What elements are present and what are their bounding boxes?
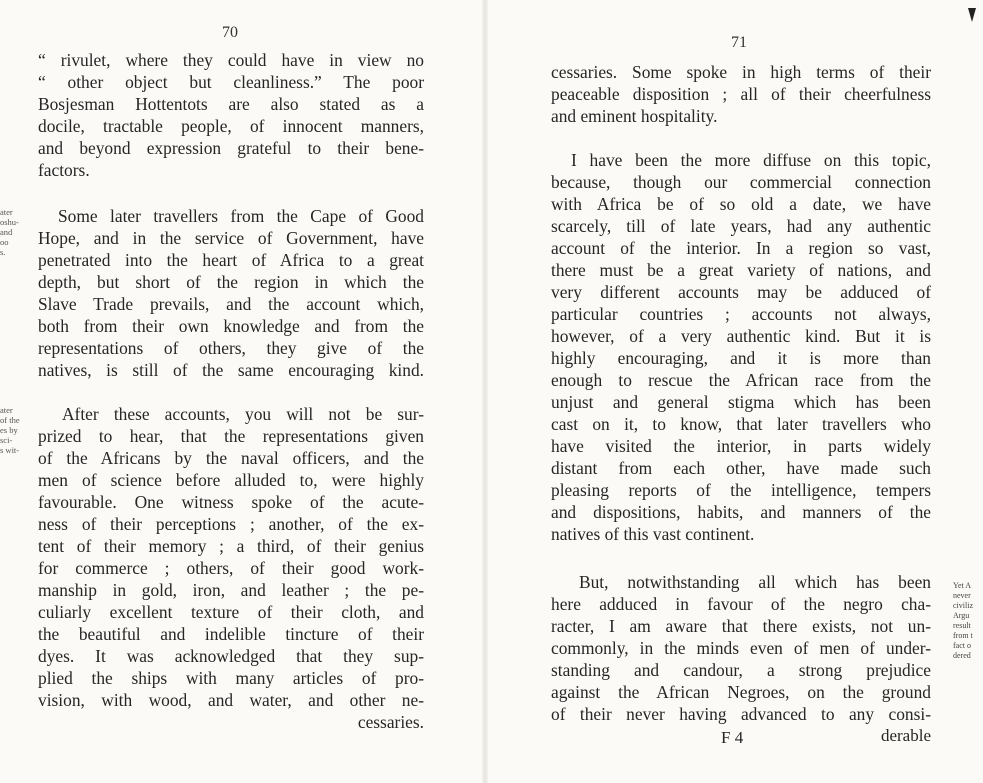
text-line: Slave Trade prevails, and the account which,	[38, 294, 424, 314]
text-line: with Africa be of so old a date, we have	[551, 194, 931, 214]
text-line: account of the interior. In a region so vast,	[551, 238, 931, 258]
text-line: racter, I am aware that there exists, not un-	[551, 616, 931, 636]
text-line: natives, is still of the same encouraging kind.	[38, 360, 424, 380]
margin-note-fragment: es by	[0, 425, 18, 435]
text-line: pleasing reports of the intelligence, tempers	[551, 480, 931, 500]
signature-mark: F 4	[721, 728, 744, 747]
text-line: have visited the interior, in parts widely	[551, 436, 931, 456]
text-line: scarcely, till of late years, had any authentic	[551, 216, 931, 236]
text-line: the beautiful and indelible tincture of their	[38, 624, 424, 644]
text-line: unjust and general stigma which has been	[551, 392, 931, 412]
text-line: there must be a great variety of nations, and	[551, 260, 931, 280]
margin-note-fragment: oo	[0, 237, 9, 247]
text-line: highly encouraging, and it is more than	[551, 348, 931, 368]
text-line: both from their own knowledge and from the	[38, 316, 424, 336]
text-line: particular countries ; accounts not always,	[551, 304, 931, 324]
text-line: peaceable disposition ; all of their cheerfulness	[551, 84, 931, 104]
text-line: cessaries.	[357, 712, 424, 732]
text-line: for commerce ; others, of their good work-	[38, 558, 424, 578]
text-line: however, of a very authentic kind. But it is	[551, 326, 931, 346]
margin-note-fragment: civiliz	[953, 601, 973, 610]
margin-note-fragment: fact o	[953, 641, 971, 650]
text-line: cessaries. Some spoke in high terms of their	[551, 62, 931, 82]
text-line: depth, but short of the region in which the	[38, 272, 424, 292]
text-line: distant from each other, have made such	[551, 458, 931, 478]
margin-note-fragment: oshu-	[0, 217, 19, 227]
text-line: of their never having advanced to any consi-	[551, 704, 931, 724]
corner-mark-icon	[968, 8, 976, 22]
text-line: “ other object but cleanliness.” The poor	[38, 72, 424, 92]
text-line: cast on it, to know, that later travellers who	[551, 414, 931, 434]
text-line: But, notwithstanding all which has been	[579, 572, 931, 592]
margin-note-fragment: ater	[0, 207, 13, 217]
text-line: here adduced in favour of the negro cha-	[551, 594, 931, 614]
margin-note-fragment: of the	[0, 415, 20, 425]
margin-note-fragment: result	[953, 621, 971, 630]
text-line: tent of their memory ; a third, of their genius	[38, 536, 424, 556]
text-line: because, though our commercial connection	[551, 172, 931, 192]
text-line: prized to hear, that the representations given	[38, 426, 424, 446]
text-line: manship in gold, iron, and leather ; the pe-	[38, 580, 424, 600]
margin-note-fragment: never	[953, 591, 971, 600]
margin-note-fragment: and	[0, 227, 13, 237]
text-line: and beyond expression grateful to their bene-	[38, 138, 424, 158]
text-line: favourable. One witness spoke of the acute-	[38, 492, 424, 512]
text-line: representations of others, they give of the	[38, 338, 424, 358]
text-line: standing and candour, a strong prejudice	[551, 660, 931, 680]
text-line: natives of this vast continent.	[551, 524, 755, 544]
text-line: “ rivulet, where they could have in view no	[38, 50, 424, 70]
text-line: and eminent hospitality.	[551, 106, 718, 126]
margin-note-fragment: sci-	[0, 435, 13, 445]
text-line: factors.	[38, 160, 90, 180]
text-line: against the African Negroes, on the ground	[551, 682, 931, 702]
text-line: ness of their perceptions ; another, of the ex-	[38, 514, 424, 534]
page-number-right: 71	[731, 34, 747, 51]
text-line: penetrated into the heart of Africa to a great	[38, 250, 424, 270]
text-line: and dispositions, habits, and manners of the	[551, 502, 931, 522]
text-line: Bosjesman Hottentots are also stated as a	[38, 94, 424, 114]
text-line: Hope, and in the service of Government, have	[38, 228, 424, 248]
text-line: Some later travellers from the Cape of Good	[58, 206, 424, 226]
margin-note-fragment: dered	[953, 651, 971, 660]
text-line: docile, tractable people, of innocent manners,	[38, 116, 424, 136]
text-line: dyes. It was acknowledged that they sup-	[38, 646, 424, 666]
margin-note-fragment: s.	[0, 247, 6, 257]
text-line: enough to rescue the African race from the	[551, 370, 931, 390]
page-number-left: 70	[222, 24, 238, 41]
text-line: very different accounts may be adduced of	[551, 282, 931, 302]
margin-note-fragment: Yet A	[953, 581, 972, 590]
margin-note-fragment: s wit-	[0, 445, 20, 455]
text-line: commonly, in the minds even of men of under-	[551, 638, 931, 658]
text-line: culiarly excellent texture of their cloth, and	[38, 602, 424, 622]
margin-note-fragment: from t	[953, 631, 973, 640]
margin-note-fragment: Argu	[953, 611, 970, 620]
text-line: After these accounts, you will not be sur-	[62, 404, 424, 424]
text-line: of the Africans by the naval officers, and the	[38, 448, 424, 468]
text-line: men of science before alluded to, were highly	[38, 470, 424, 490]
text-line: vision, with wood, and water, and other ne-	[38, 690, 424, 710]
catchword: derable	[880, 726, 931, 745]
left-page	[0, 0, 485, 783]
text-line: I have been the more diffuse on this topic,	[571, 150, 931, 170]
margin-note-fragment: ater	[0, 405, 13, 415]
right-page	[485, 0, 980, 783]
text-line: plied the ships with many articles of pro-	[38, 668, 424, 688]
